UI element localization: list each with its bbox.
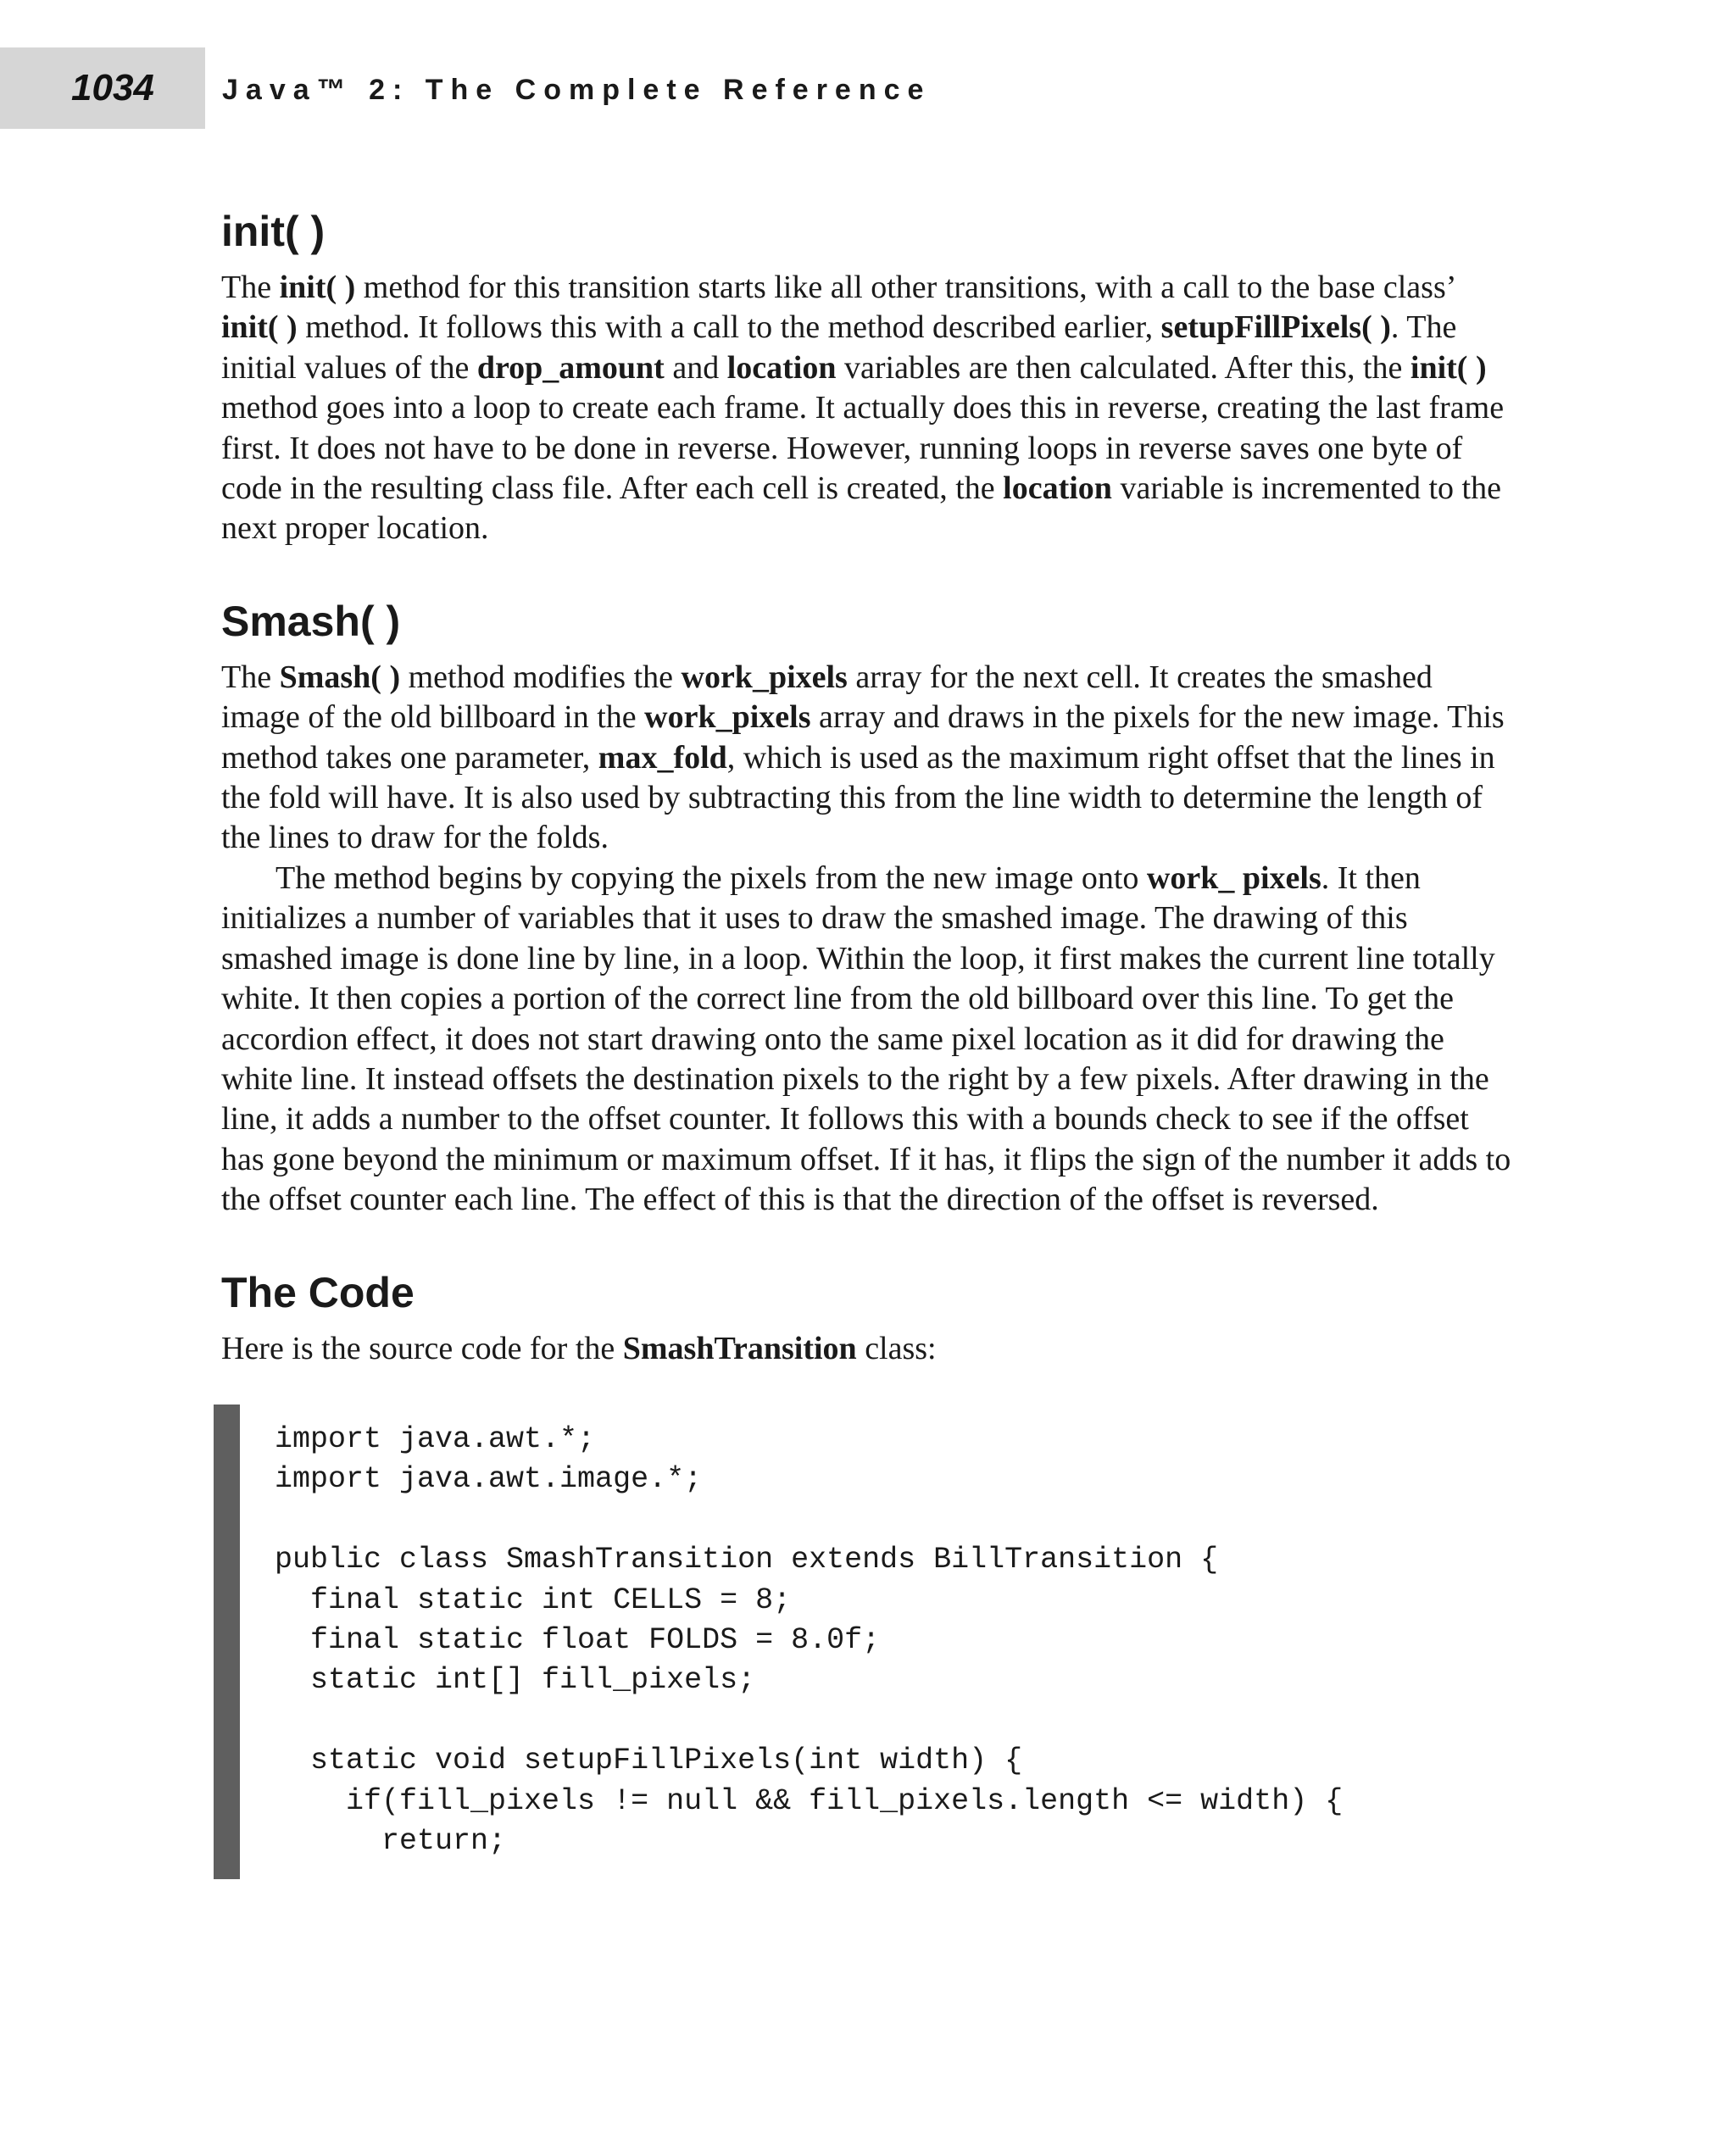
text-run: method modifies the bbox=[400, 659, 682, 695]
text-run: array and draws in the pixels for the new image. This method takes one parameter, bbox=[221, 699, 1505, 776]
text-run: array for the next cell. It creates the smashed image of the old billboard in the bbox=[221, 659, 1433, 736]
bold-term: work_ pixels bbox=[1146, 859, 1321, 896]
page-body bbox=[221, 203, 1518, 1879]
bold-term: location bbox=[1003, 470, 1112, 507]
text-run: The method begins by copying the pixels from the new image onto bbox=[275, 859, 1147, 896]
section-code-intro bbox=[221, 1329, 1518, 1369]
text-run: . It then initializes a number of variables that it uses to draw the smashed image. The drawing of this smashed image is done line by line, in a loop. Within the loop, it first makes the current line totally white. It then copies a portion of the correct line from the old billboard over this line. To get the accordion effect, it does not start drawing onto the same pixel location as it did for drawing the white line. It instead offsets the destination pixels to the right by a few pixels. After drawing in the line, it adds a number to the offset counter. It follows this with a bounds check to see if the offset has gone beyond the minimum or maximum offset. If it has, it flips the sign of the number it adds to the offset counter each line. The effect of this is that the direction of the offset is reversed. bbox=[221, 859, 1511, 1218]
section-smash-body bbox=[221, 658, 1518, 1221]
bold-term: max_fold bbox=[598, 739, 727, 776]
bold-term: SmashTransition bbox=[622, 1330, 857, 1366]
bold-term: drop_amount bbox=[476, 349, 665, 386]
code-listing bbox=[221, 1405, 1518, 1879]
code-line: static void setupFillPixels(int width) { bbox=[275, 1744, 1023, 1778]
code-line: static int[] fill_pixels; bbox=[275, 1663, 756, 1698]
code-line: public class SmashTransition extends BillTransition { bbox=[275, 1543, 1219, 1577]
code-line: final static float FOLDS = 8.0f; bbox=[275, 1622, 881, 1657]
code-line: return; bbox=[275, 1824, 507, 1858]
code-line: final static int CELLS = 8; bbox=[275, 1583, 792, 1617]
bold-term: Smash( ) bbox=[279, 659, 401, 695]
text-run: The bbox=[221, 270, 280, 305]
text-run: . The initial values of the bbox=[221, 309, 1457, 386]
section-heading-the-code: The Code bbox=[221, 1268, 415, 1316]
bold-term: work_pixels bbox=[681, 659, 848, 695]
paragraph bbox=[221, 1329, 1518, 1369]
text-run: Here is the source code for the bbox=[221, 1330, 623, 1366]
bold-term: init( ) bbox=[1410, 349, 1487, 386]
text-run: method goes into a loop to create each frame. It actually does this in reverse, creating the last frame first. It does not have to be done in reverse. However, running loops in reverse saves one byte of code in the resulting class file. After each cell is created, the bbox=[221, 390, 1505, 507]
bold-term: setupFillPixels( ) bbox=[1160, 309, 1391, 346]
text-run: , which is used as the maximum right offset that the lines in the fold will have. It is also used by subtracting this from the line width to determine the length of the lines to draw for the folds. bbox=[221, 739, 1495, 856]
running-head: Java™ 2: The Complete Reference bbox=[222, 74, 932, 106]
bold-term: init( ) bbox=[221, 309, 298, 346]
paragraph bbox=[221, 658, 1518, 859]
text-run: variables are then calculated. After this, the bbox=[836, 349, 1410, 386]
text-run: The bbox=[221, 659, 280, 695]
paragraph bbox=[221, 268, 1518, 549]
paragraph bbox=[221, 859, 1518, 1221]
code-line: import java.awt.image.*; bbox=[275, 1462, 703, 1497]
text-run: and bbox=[664, 349, 727, 386]
section-heading-init: init( ) bbox=[221, 208, 326, 255]
code-line: import java.awt.*; bbox=[275, 1421, 596, 1456]
text-run: method. It follows this with a call to the method described earlier, bbox=[297, 309, 1161, 346]
section-init-body bbox=[221, 268, 1518, 549]
bold-term: work_pixels bbox=[644, 699, 811, 736]
code-block bbox=[275, 1420, 1343, 1861]
code-sidebar-bar bbox=[214, 1405, 240, 1879]
section-heading-smash: Smash( ) bbox=[221, 597, 401, 645]
bold-term: location bbox=[726, 349, 837, 386]
page-number: 1034 bbox=[71, 67, 154, 108]
text-run: method for this transition starts like all other transitions, with a call to the base class’ bbox=[355, 270, 1455, 305]
bold-term: init( ) bbox=[279, 270, 356, 305]
text-run: variable is incremented to the next proper location. bbox=[221, 470, 1501, 547]
code-line: if(fill_pixels != null && fill_pixels.length <= width) { bbox=[275, 1783, 1344, 1818]
text-run: class: bbox=[856, 1330, 937, 1366]
